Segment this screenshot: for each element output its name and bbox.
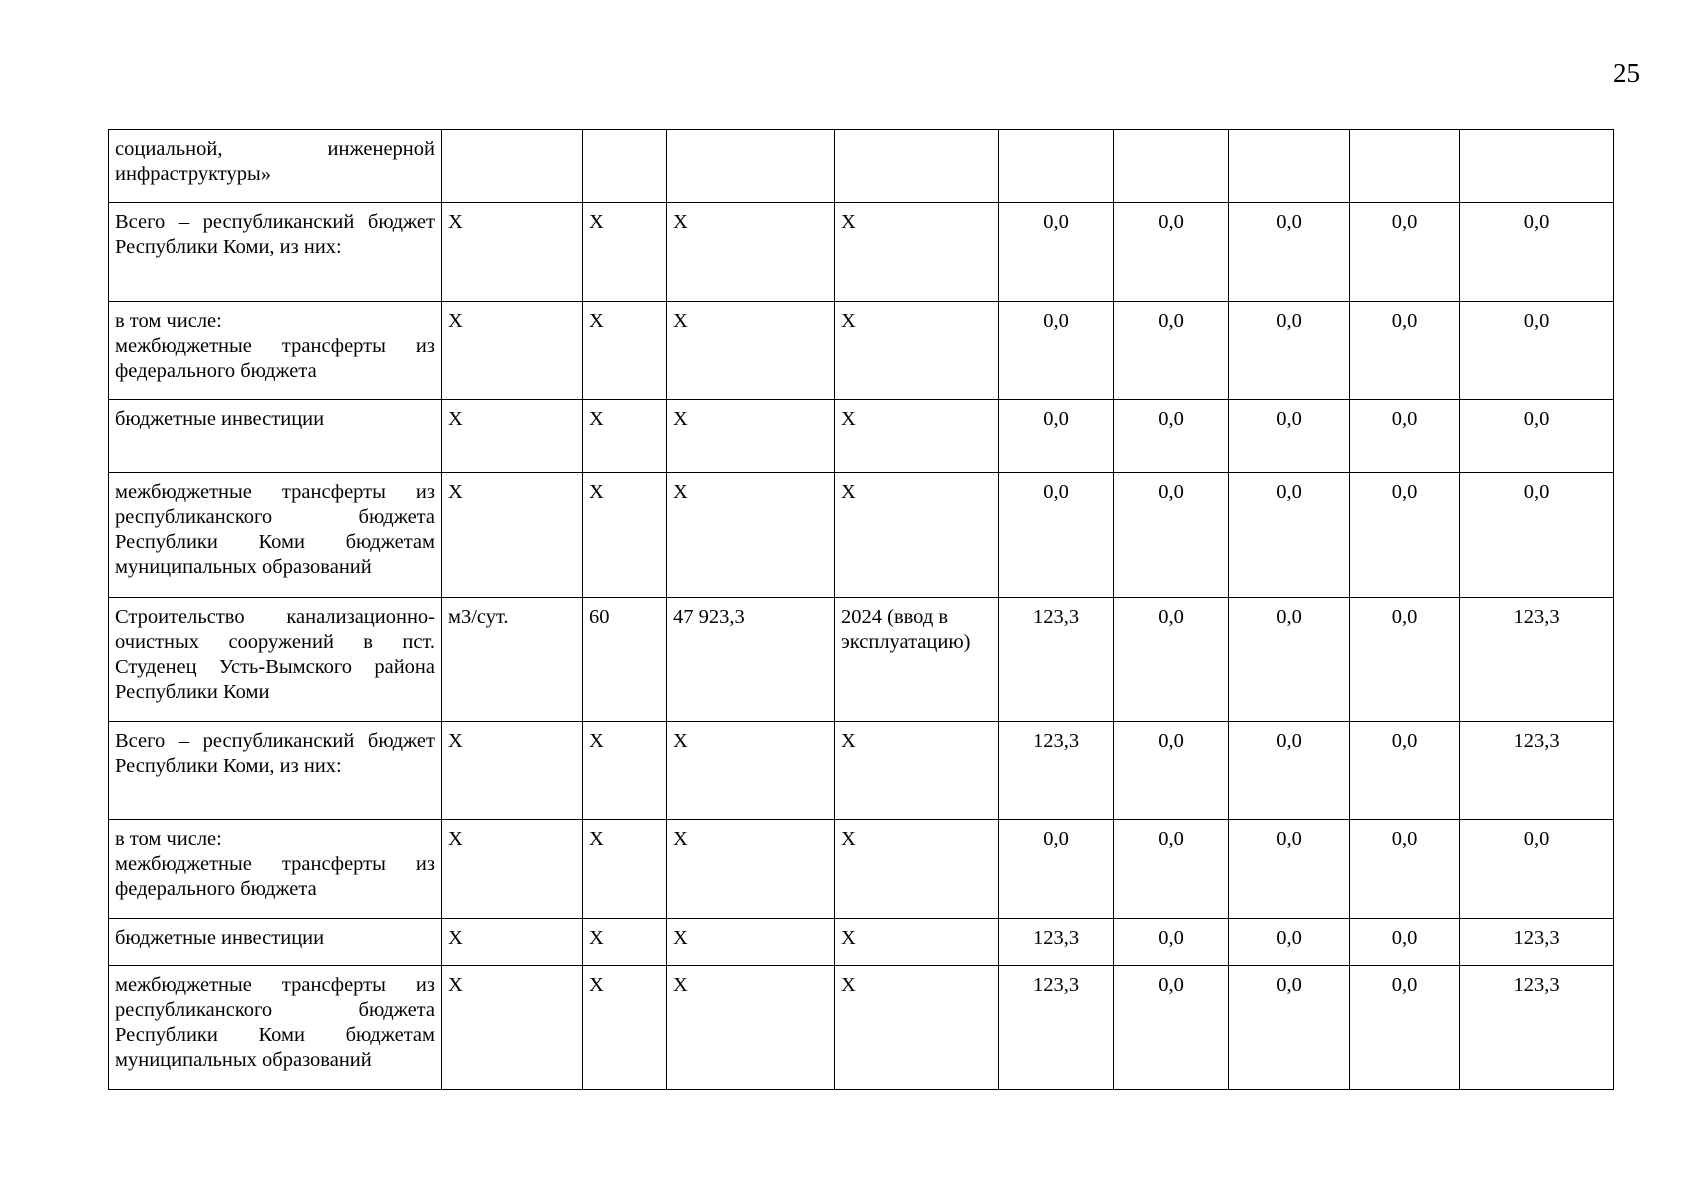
capacity-cell: X <box>583 473 667 598</box>
year-cell <box>835 130 999 203</box>
row-label-text: в том числе: <box>115 828 222 850</box>
value-cell: 0,0 <box>1460 473 1614 598</box>
capacity-cell: X <box>583 919 667 966</box>
value-cell: 0,0 <box>1229 820 1350 919</box>
value-cell: 123,3 <box>999 722 1114 820</box>
row-label-text: бюджетные инвестиции <box>115 408 325 430</box>
unit-cell <box>442 130 583 203</box>
capacity-cell: X <box>583 966 667 1090</box>
value-cell: 0,0 <box>1114 203 1229 302</box>
value-cell: 123,3 <box>1460 722 1614 820</box>
cost-cell: X <box>667 820 835 919</box>
table-row <box>109 966 1614 1090</box>
value-cell: 0,0 <box>1114 919 1229 966</box>
table-row <box>109 130 1614 203</box>
value-cell <box>1350 130 1460 203</box>
unit-cell: X <box>442 820 583 919</box>
year-cell: X <box>835 966 999 1090</box>
value-cell: 0,0 <box>1114 598 1229 722</box>
value-cell <box>1460 130 1614 203</box>
table-row <box>109 302 1614 400</box>
value-cell <box>1114 130 1229 203</box>
capacity-cell: 60 <box>583 598 667 722</box>
capacity-cell: X <box>583 722 667 820</box>
row-label-text: Строительство канализационно-очистных сооружений в пст. Студенец Усть-Вымского района Республики Коми <box>115 606 435 703</box>
cost-cell <box>667 130 835 203</box>
unit-cell: м3/сут. <box>442 598 583 722</box>
year-cell: 2024 (ввод в эксплуатацию) <box>835 598 999 722</box>
table-row <box>109 203 1614 302</box>
unit-cell: X <box>442 473 583 598</box>
unit-cell: X <box>442 203 583 302</box>
row-label-cell <box>109 400 442 473</box>
row-label-cell <box>109 473 442 598</box>
capacity-cell: X <box>583 400 667 473</box>
table-row <box>109 919 1614 966</box>
row-label-cell <box>109 722 442 820</box>
table-row <box>109 820 1614 919</box>
cost-cell: X <box>667 966 835 1090</box>
value-cell: 0,0 <box>1229 302 1350 400</box>
row-label-cell <box>109 966 442 1090</box>
value-cell: 0,0 <box>1350 400 1460 473</box>
value-cell: 0,0 <box>999 820 1114 919</box>
cost-cell: X <box>667 302 835 400</box>
row-label-text: Всего – республиканский бюджет Республики Коми, из них: <box>115 211 435 258</box>
row-label-cell <box>109 820 442 919</box>
row-label-text: бюджетные инвестиции <box>115 927 325 949</box>
value-cell: 0,0 <box>1229 966 1350 1090</box>
value-cell: 0,0 <box>1460 203 1614 302</box>
value-cell: 0,0 <box>999 203 1114 302</box>
row-label-text: межбюджетные трансферты из федерального бюджета <box>115 853 435 900</box>
value-cell: 0,0 <box>999 302 1114 400</box>
value-cell: 0,0 <box>1229 400 1350 473</box>
value-cell: 0,0 <box>1350 203 1460 302</box>
row-label-cell <box>109 130 442 203</box>
value-cell: 0,0 <box>1460 400 1614 473</box>
capacity-cell: X <box>583 820 667 919</box>
value-cell: 0,0 <box>1350 820 1460 919</box>
value-cell: 0,0 <box>1114 722 1229 820</box>
table-row <box>109 598 1614 722</box>
year-cell: X <box>835 302 999 400</box>
row-label-text: социальной, инженерной инфраструктуры» <box>115 138 435 185</box>
value-cell: 0,0 <box>1229 203 1350 302</box>
cost-cell: X <box>667 400 835 473</box>
value-cell: 0,0 <box>1114 400 1229 473</box>
value-cell: 0,0 <box>1114 473 1229 598</box>
cost-cell: X <box>667 722 835 820</box>
year-cell: X <box>835 919 999 966</box>
row-label-cell <box>109 919 442 966</box>
page-number: 25 <box>1613 58 1640 88</box>
table-row <box>109 400 1614 473</box>
table-row <box>109 473 1614 598</box>
capacity-cell: X <box>583 203 667 302</box>
row-label-text: в том числе: <box>115 310 222 332</box>
table-row <box>109 722 1614 820</box>
value-cell: 0,0 <box>1350 473 1460 598</box>
value-cell: 0,0 <box>999 400 1114 473</box>
value-cell: 0,0 <box>1350 722 1460 820</box>
unit-cell: X <box>442 919 583 966</box>
unit-cell: X <box>442 400 583 473</box>
value-cell: 123,3 <box>1460 598 1614 722</box>
row-label-text: Всего – республиканский бюджет Республики Коми, из них: <box>115 730 435 777</box>
value-cell: 0,0 <box>1229 473 1350 598</box>
value-cell: 0,0 <box>1114 820 1229 919</box>
value-cell <box>999 130 1114 203</box>
unit-cell: X <box>442 722 583 820</box>
value-cell: 0,0 <box>1350 966 1460 1090</box>
cost-cell: X <box>667 473 835 598</box>
row-label-text: межбюджетные трансферты из республиканского бюджета Республики Коми бюджетам муниципальных образований <box>115 481 435 578</box>
row-label-text: межбюджетные трансферты из республиканского бюджета Республики Коми бюджетам муниципальных образований <box>115 974 435 1071</box>
year-cell: X <box>835 473 999 598</box>
capacity-cell: X <box>583 302 667 400</box>
year-cell: X <box>835 820 999 919</box>
unit-cell: X <box>442 966 583 1090</box>
value-cell: 0,0 <box>1229 722 1350 820</box>
cost-cell: X <box>667 203 835 302</box>
value-cell: 0,0 <box>1460 302 1614 400</box>
value-cell: 123,3 <box>1460 966 1614 1090</box>
value-cell: 0,0 <box>1114 966 1229 1090</box>
budget-table <box>108 129 1614 1090</box>
year-cell: X <box>835 722 999 820</box>
cost-cell: X <box>667 919 835 966</box>
value-cell: 123,3 <box>999 919 1114 966</box>
cost-cell: 47 923,3 <box>667 598 835 722</box>
value-cell: 0,0 <box>1460 820 1614 919</box>
row-label-cell <box>109 203 442 302</box>
value-cell <box>1229 130 1350 203</box>
value-cell: 123,3 <box>1460 919 1614 966</box>
value-cell: 0,0 <box>1350 598 1460 722</box>
value-cell: 0,0 <box>1229 919 1350 966</box>
value-cell: 0,0 <box>1229 598 1350 722</box>
value-cell: 0,0 <box>999 473 1114 598</box>
value-cell: 0,0 <box>1114 302 1229 400</box>
row-label-cell <box>109 598 442 722</box>
value-cell: 123,3 <box>999 598 1114 722</box>
value-cell: 0,0 <box>1350 919 1460 966</box>
row-label-cell <box>109 302 442 400</box>
capacity-cell <box>583 130 667 203</box>
value-cell: 123,3 <box>999 966 1114 1090</box>
value-cell: 0,0 <box>1350 302 1460 400</box>
year-cell: X <box>835 400 999 473</box>
unit-cell: X <box>442 302 583 400</box>
year-cell: X <box>835 203 999 302</box>
row-label-text: межбюджетные трансферты из федерального бюджета <box>115 335 435 382</box>
